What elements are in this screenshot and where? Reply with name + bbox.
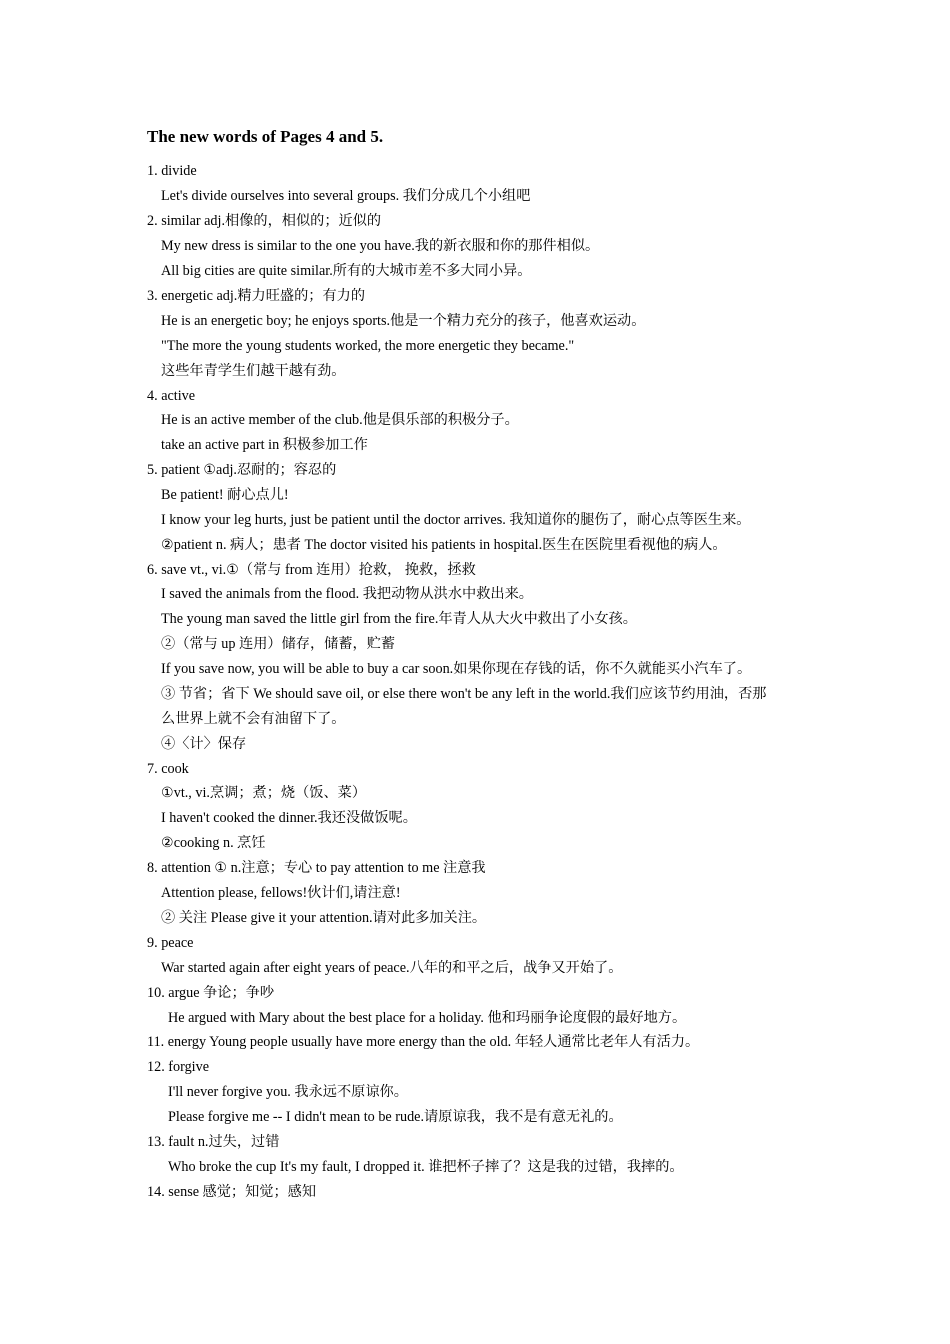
example-line: I'll never forgive you. 我永远不原谅你。 (168, 1084, 408, 1100)
example-line: I haven't cooked the dinner.我还没做饭呢。 (161, 810, 417, 826)
example-line: War started again after eight years of peace.八年的和平之后，战争又开始了。 (161, 960, 623, 976)
example-line: He argued with Mary about the best place for a holiday. 他和玛丽争论度假的最好地方。 (168, 1010, 687, 1026)
example-line: ②（常与 up 连用）储存，储蓄，贮蓄 (161, 636, 396, 652)
entry-heading: 3. energetic adj.精力旺盛的；有力的 (147, 288, 366, 304)
entry-heading: 13. fault n.过失，过错 (147, 1134, 280, 1150)
example-line: If you save now, you will be able to buy a car soon.如果你现在存钱的话，你不久就能买小汽车了。 (161, 661, 752, 677)
entry-heading: 7. cook (147, 761, 189, 777)
example-line: He is an active member of the club.他是俱乐部的积极分子。 (161, 412, 519, 428)
example-line: "The more the young students worked, the more energetic they became." (161, 338, 575, 354)
entry-heading: 4. active (147, 388, 196, 404)
example-line: Be patient! 耐心点儿! (161, 487, 289, 503)
example-line: ②cooking n. 烹饪 (161, 835, 266, 851)
example-line: He is an energetic boy; he enjoys sports.他是一个精力充分的孩子，他喜欢运动。 (161, 313, 646, 329)
entry-heading: 10. argue 争论；争吵 (147, 985, 275, 1001)
example-line: ③ 节省；省下 We should save oil, or else there won't be any left in the world.我们应该节约用油，否那 (161, 686, 767, 702)
example-line: 这些年青学生们越干越有劲。 (161, 363, 346, 379)
entry-heading: 5. patient ①adj.忍耐的；容忍的 (147, 462, 337, 478)
example-line: Attention please, fellows!伙计们,请注意! (161, 885, 401, 901)
entry-heading: 11. energy Young people usually have more energy than the old. 年轻人通常比老年人有活力。 (147, 1034, 700, 1050)
example-line: ②patient n. 病人；患者 The doctor visited his patients in hospital.医生在医院里看视他的病人。 (161, 537, 727, 553)
example-line: All big cities are quite similar.所有的大城市差不多大同小异。 (161, 263, 532, 279)
example-line: ④〈计〉保存 (161, 736, 247, 752)
example-line: My new dress is similar to the one you have.我的新衣服和你的那件相似。 (161, 238, 600, 254)
example-line: I saved the animals from the flood. 我把动物从洪水中救出来。 (161, 586, 533, 602)
example-line: The young man saved the little girl from the fire.年青人从大火中救出了小女孩。 (161, 611, 637, 627)
entry-heading: 8. attention ① n.注意；专心 to pay attention to me 注意我 (147, 860, 486, 876)
entry-heading: 14. sense 感觉；知觉；感知 (147, 1184, 317, 1200)
entry-heading: 1. divide (147, 163, 197, 179)
example-line: ①vt., vi.烹调；煮；烧（饭、菜） (161, 785, 367, 801)
example-line: ② 关注 Please give it your attention.请对此多加关注。 (161, 910, 487, 926)
example-line: Please forgive me -- I didn't mean to be rude.请原谅我，我不是有意无礼的。 (168, 1109, 623, 1125)
entry-heading: 6. save vt., vi.①（常与 from 连用）抢救， 挽救，拯救 (147, 562, 476, 578)
page-title: The new words of Pages 4 and 5. (147, 127, 384, 146)
example-line: take an active part in 积极参加工作 (161, 437, 368, 453)
example-line: I know your leg hurts, just be patient until the doctor arrives. 我知道你的腿伤了，耐心点等医生来。 (161, 512, 751, 528)
example-line: 么世界上就不会有油留下了。 (161, 711, 346, 727)
entry-heading: 9. peace (147, 935, 194, 951)
example-line: Let's divide ourselves into several groups. 我们分成几个小组吧 (161, 188, 531, 204)
entry-heading: 12. forgive (147, 1059, 209, 1075)
entry-heading: 2. similar adj.相像的，相似的；近似的 (147, 213, 382, 229)
example-line: Who broke the cup It's my fault, I dropped it. 谁把杯子摔了？这是我的过错，我摔的。 (168, 1159, 684, 1175)
